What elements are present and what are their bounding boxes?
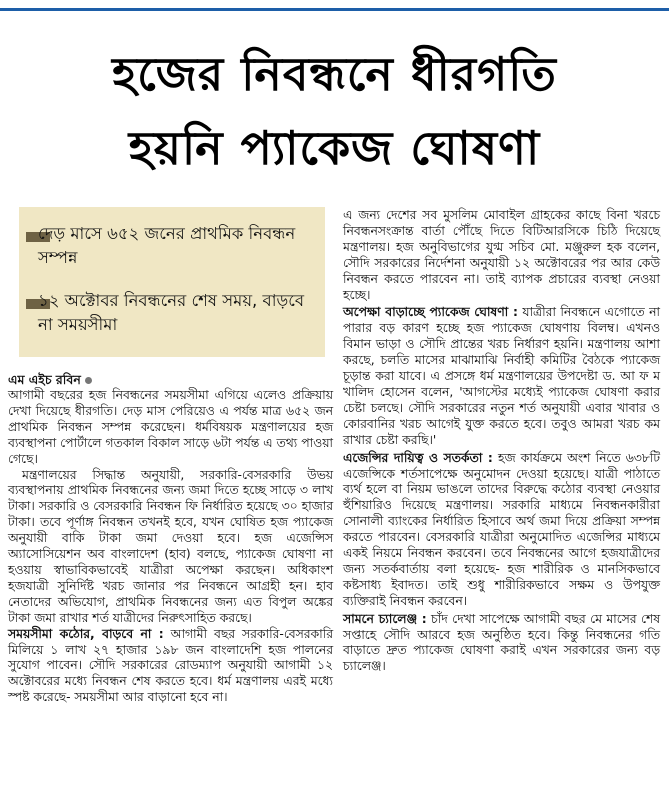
highlight-item: দেড় মাসে ৬৫২ জনের প্রাথমিক নিবন্ধন সম্পন্ন	[38, 224, 296, 267]
right-column	[343, 208, 660, 675]
paragraph	[343, 305, 660, 448]
subhead: অপেক্ষা বাড়াচ্ছে প্যাকেজ ঘোষণা :	[343, 305, 518, 320]
subhead: সময়সীমা কঠোর, বাড়বে না :	[8, 626, 164, 641]
paragraph-text: চাঁদ দেখা সাপেক্ষে আগামী বছর মে মাসের শেষ সপ্তাহে সৌদি আরবে হজ অনুষ্ঠিত হবে। কিন্তু নিবন্ধনের গতি বাড়াতে দ্রুত প্যাকেজ ঘোষণা করাই এখন সরকারের জন্য বড় চ্যালেঞ্জ।	[343, 611, 660, 674]
byline-name: এম এইচ রবিন	[8, 372, 81, 387]
paragraph-text: হজ কার্যক্রমে অংশ নিতে ৬৩৮টি এজেন্সিকে শর্তসাপেক্ষে অনুমোদন দেওয়া হয়েছে। যাত্রী পাঠাতে ব্যর্থ হলে বা নিয়ম ভাঙলে তাদের বিরুদ্ধে কঠোর ব্যবস্থা নেওয়ার হুঁশিয়ারিও দিয়েছে মন্ত্রণালয়। সরকারি মাধ্যমে নিবন্ধনকারীরা সোনালী ব্যাংকের নির্ধারিত হিসাবে অর্থ জমা দিয়ে প্রক্রিয়া সম্পন্ন করতে পারবেন। বেসরকারি যাত্রীরা অনুমোদিত এজেন্সির মাধ্যমে একই নিয়মে নিবন্ধন করবেন। তবে নিবন্ধনের আগে হজযাত্রীদের জন্য সতর্কবার্তায় বলা হয়েছে- হজ শারীরিক ও মানসিকভাবে কষ্টসাধ্য ইবাদত। তাই শুধু শারীরিকভাবে সক্ষম ও উপযুক্ত ব্যক্তিরাই নিবন্ধন করবেন।	[343, 450, 660, 608]
left-column	[8, 372, 333, 706]
subhead: এজেন্সির দায়িত্ব ও সতর্কতা :	[343, 450, 493, 465]
paragraph-text: যাত্রীরা নিবন্ধনে এগোতে না পারার বড় কারণ হচ্ছে হজ প্যাকেজ ঘোষণায় বিলম্ব। এখনও বিমান ভাড়া ও সৌদি প্রান্তের খরচ নির্ধারণ হয়নি। মন্ত্রণালয় আশা করছে, চলতি মাসের মাঝামাঝি নির্বাহী কমিটির বৈঠকে প্যাকেজ চূড়ান্ত করা যাবে। এ প্রসঙ্গে ধর্ম মন্ত্রণালয়ের উপদেষ্টা ড. আ ফ ম খালিদ হোসেন বলেন, 'আগস্টের মধ্যেই প্যাকেজ ঘোষণা করার চেষ্টা চলছে। সৌদি সরকারের নতুন শর্ত অনুযায়ী এবার খাবার ও কোরবানির খরচ আগেই যুক্ত করতে হবে। তবুও আমরা খরচ কম রাখার চেষ্টা করছি।'	[343, 305, 660, 447]
dot-icon	[85, 377, 92, 384]
top-rule	[0, 8, 669, 11]
paragraph: এ জন্য দেশের সব মুসলিম মোবাইল গ্রাহকের কাছে বিনা খরচে নিবন্ধনসংক্রান্ত বার্তা পৌঁছে দিতে বিটিআরসিকে চিঠি দিয়েছে মন্ত্রণালয়। হজ অনুবিভাগের যুগ্ম সচিব মো. মঞ্জুরুল হক বলেন, সৌদি সরকারের নির্দেশনা অনুযায়ী ১২ অক্টোবরের পর আর কেউ নিবন্ধন করতে পারবেন না। তাই ব্যাপক প্রচারের ব্যবস্থা নেওয়া হচ্ছে।	[343, 208, 660, 302]
paragraph-text: আগামী বছর সরকারি-বেসরকারি মিলিয়ে ১ লাখ ২৭ হাজার ১৯৮ জন বাংলাদেশি হজ পালনের সুযোগ পাবেন। সৌদি সরকারের রোডম্যাপ অনুযায়ী আগামী ১২ অক্টোবরের মধ্যে নিবন্ধন শেষ করতে হবে। ধর্ম মন্ত্রণালয় এরই মধ্যে স্পষ্ট করেছে- সময়সীমা আর বাড়ানো হবে না।	[8, 626, 333, 705]
paragraph: মন্ত্রণালয়ের সিদ্ধান্ত অনুযায়ী, সরকারি-বেসরকারি উভয় ব্যবস্থাপনায় প্রাথমিক নিবন্ধনের জন্য জমা দিতে হচ্ছে সাড়ে ৩ লাখ টাকা। সরকারি ও বেসরকারি নিবন্ধন ফি নির্ধারিত হয়েছে ৩০ হাজার টাকা। তবে পূর্ণাঙ্গ নিবন্ধন তখনই হবে, যখন ঘোষিত হজ প্যাকেজ অনুযায়ী বাকি টাকা জমা দেওয়া হবে। হজ এজেন্সিস অ্যাসোসিয়েশন অব বাংলাদেশ (হাব) বলছে, প্যাকেজ ঘোষণা না হওয়ায় স্বাভাবিকভাবেই যাত্রীরা অপেক্ষা করছেন। অধিকাংশ হজযাত্রী সুনির্দিষ্ট খরচ জানার পর নিবন্ধনে আগ্রহী হন। হাব নেতাদের অভিযোগ, প্রাথমিক নিবন্ধনের জন্য এত বিপুল অঙ্কের টাকা জমা রাখার শর্ত যাত্রীদের নিরুৎসাহিত করছে।	[8, 467, 333, 625]
paragraph	[343, 612, 660, 676]
paragraph	[8, 627, 333, 707]
highlight-item: ১২ অক্টোবর নিবন্ধনের শেষ সময়, বাড়বে না সময়সীমা	[38, 291, 305, 334]
paragraph: আগামী বছরের হজ নিবন্ধনের সময়সীমা এগিয়ে এলেও প্রক্রিয়ায় দেখা দিয়েছে ধীরগতি। দেড় মাস পেরিয়েও এ পর্যন্ত মাত্র ৬৫২ জন প্রাথমিক নিবন্ধন সম্পন্ন করেছেন। ধর্মবিষয়ক মন্ত্রণালয়ের হজ ব্যবস্থাপনা পোর্টালে গতকাল বিকাল সাড়ে ৬টা পর্যন্ত এ তথ্য পাওয়া গেছে।	[8, 388, 333, 466]
headline-line-1: হজের নিবন্ধনে ধীরগতি	[112, 47, 557, 101]
headline-line-2: হয়নি প্যাকেজ ঘোষণা	[128, 121, 541, 175]
byline	[8, 372, 333, 388]
subhead: সামনে চ্যালেঞ্জ :	[343, 611, 427, 626]
paragraph	[343, 451, 660, 610]
